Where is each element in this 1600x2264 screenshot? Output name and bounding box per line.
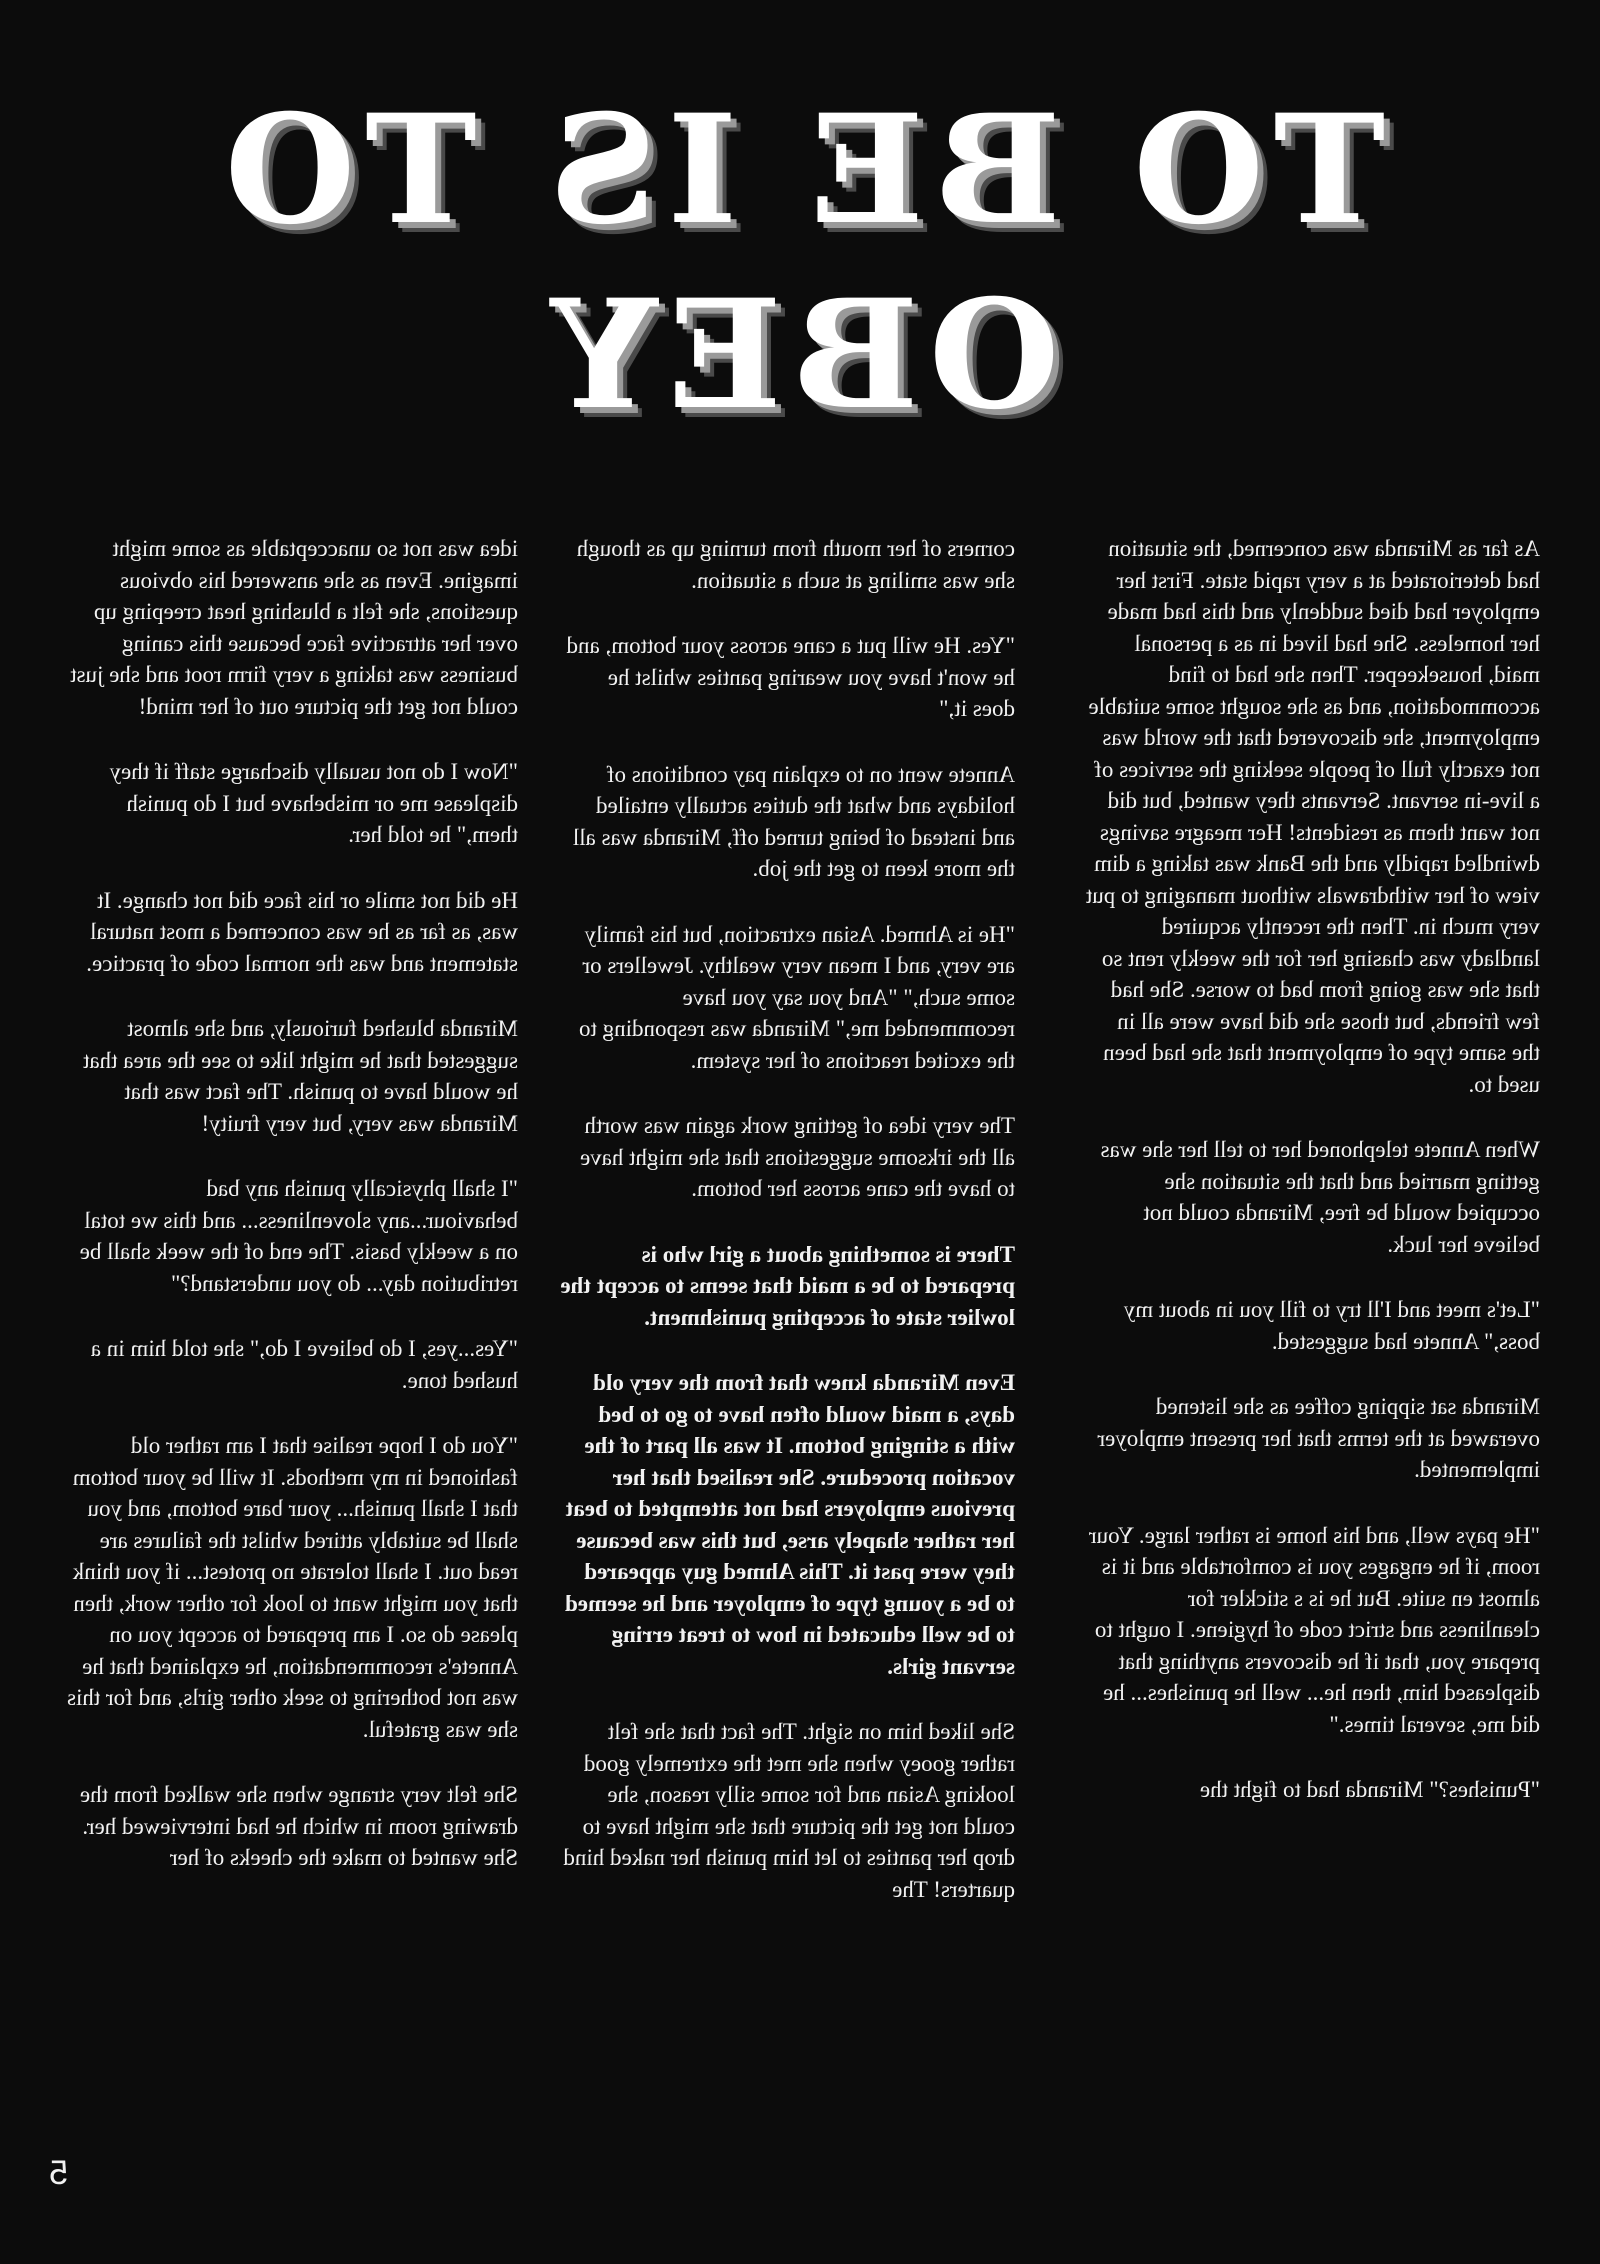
paragraph: The very idea of getting work again was worth all the irksome suggestions that she might have to have the cane across her bottom. — [579, 1113, 1015, 1201]
paragraph: Annete went on to explain pay conditions of holidays and what the duties actually entailed and instead of being turned off, Miranda was all the more keen to get the job. — [572, 761, 1015, 881]
paragraph-emphasis: There is something about a girl who is prepared to be a maid that seems to accept the lowlier state of accepting punishment. — [560, 1241, 1015, 1330]
paragraph: "Punishes?" Miranda had to fight the — [1199, 1777, 1540, 1802]
paragraph: "Now I do not usually discharge staff if they displease me or misbehave but I do punish them," he told her. — [109, 759, 518, 847]
paragraph: "Yes...yes, I do believe I do," she told him in a hushed tone. — [90, 1336, 518, 1393]
paragraph: "I shall physically punish any bad behaviour...any slovenliness... and this we total on a weekly basis. The end of the week shall be retribution day... do you understand?" — [79, 1176, 518, 1296]
title-line-1: TO BE IS TO — [214, 82, 1386, 258]
paragraph: corners of her mouth from turning up as though she was smiling at such a situation. — [576, 536, 1015, 593]
text-column-3 — [63, 533, 518, 2133]
paragraph: When Annete telephoned her to tell her she was getting married and that the situation she occupied would be free, Miranda could not believe her luck. — [1100, 1137, 1540, 1257]
paragraph: She liked him on sight. The fact that she felt rather gooey when she met the extremely good looking Asian and for some silly reason, she could not get the picture that she might have to drop her panties to let him punish her naked hind quarters! The — [563, 1719, 1015, 1902]
paragraph: She felt very strange when she walked from the drawing room in which he had interviewed her. She wanted to make the cheeks of her — [79, 1782, 518, 1870]
paragraph: "Let's meet and I'll try to fill you in about my boss," Annete had suggested. — [1123, 1297, 1540, 1354]
page-number: 5 — [49, 2154, 68, 2192]
text-column-1 — [1085, 533, 1540, 2133]
title-line-2: OBEY — [540, 267, 1060, 443]
paragraph: Miranda sat sipping coffee as she listened overawed at the terms that her present employer implemented. — [1097, 1394, 1540, 1482]
paragraph: Miranda blushed furiously, and she almost suggested that he might like to see the area that he would have to punish. The fact was that Miranda was very, but very fruity! — [83, 1016, 518, 1136]
paragraph: idea was not so unacceptable as some might imagine. Even as she answered his obvious questions, she felt a blushing heat creeping up over her attractive face because this caning business was taking a very firm root and she just could not get the picture out of her mind! — [70, 536, 518, 719]
paragraph: He did not smile or his face did not change. It was, as far as he was concerned a most natural statement and was the normal code of practice. — [86, 887, 518, 976]
paragraph: "He is Ahmed. Asian extraction, but his family are very, and I mean very wealthy. Jewellers or some such," "And you say you have recommended me," Miranda was responding to the excited reactions of her system. — [578, 921, 1015, 1073]
paragraph: "Yes. He will put a cane across your bottom, and he won't have you wearing panties whilst he does it," — [566, 633, 1015, 721]
paragraph-emphasis: Even Miranda knew that from the very old days, a maid would often have to go to bed with a stinging bottom. It was all part of the vocation procedure. She realised that her previous employers had not attempted to beat her rather shapely arse, but this was because they were past it. This Ahmed guy appeared to be a young type of employer and he seemed to be well educated in how to treat erring servant girls. — [565, 1370, 1015, 1679]
paragraph: "He pays well, and his home is rather large. Your room, if he engages you is comfortable and it is almost en suite. But he is s stickler for cleanliness and strict code of hygiene. I ought to prepare you, that if he discovers anything that displeased him, then he... well he punishes... he did me, several times." — [1089, 1522, 1540, 1737]
paragraph: As far as Miranda was concerned, the situation had deteriorated at a very rapid state. First her employer had died suddenly and this had made her homeless. She had lived in as a personal maid, housekeeper. Then she had to find accommodation, and as she sought some suitable employment, she discovered that the world was not exactly full of people seeking the services of a live-in servant. Servants they wanted, but did not want them as residents! Her meagre savings dwindled rapidly and the Bank was taking a dim view of her withdrawals without managing to put very much in. Then the recently acquired landlady was chasing her for the weekly rent so that she was going from bad to worse. She had few friends, but those she did have were all in the same type of employment that she had been used to. — [1085, 536, 1540, 1097]
text-column-2 — [560, 533, 1015, 2133]
paragraph: "You do I hope realise that I am rather old fashioned in my methods. It will be your bottom that I shall punish... your bare bottom, and you shall be suitably attired whilst the failures are read out. I shall tolerate no protest... if you think that you might want to look for other work, then please do so. I am prepared to accept you on Annete's recommendation, he explained that he was not bothering to seek other girls, and for this she was grateful. — [67, 1433, 518, 1742]
